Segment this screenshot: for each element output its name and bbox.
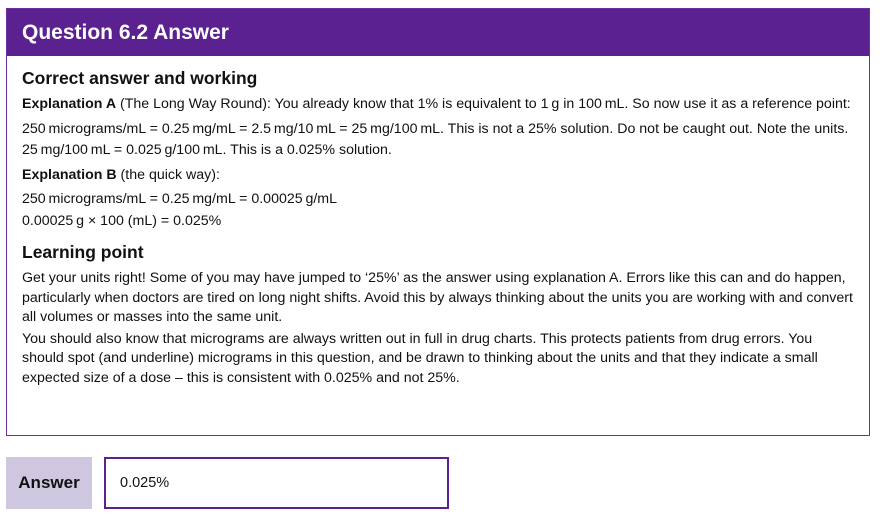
explanation-b bbox=[22, 166, 854, 186]
working-b-line-1: 250 micrograms/mL = 0.25 mg/mL = 0.00025 g/mL bbox=[22, 191, 338, 207]
explanation-a-label: Explanation A bbox=[22, 96, 117, 112]
answer-field[interactable] bbox=[104, 457, 449, 509]
answer-value: 0.025% bbox=[120, 475, 170, 491]
card-title: Question 6.2 Answer bbox=[22, 20, 229, 44]
working-b-line-2: 0.00025 g × 100 (mL) = 0.025% bbox=[22, 212, 222, 229]
explanation-b-text: (the quick way): bbox=[116, 166, 220, 183]
answer-label: Answer bbox=[6, 457, 92, 509]
learning-paragraph-1: Get your units right! Some of you may have jumped to ‘25%’ as the answer using explanation A. Errors like this can and do happen, particularly when doctors are tired on long night shifts. Avoid this by always thinking about the units you are working with and convert all volumes or masses into the same unit. bbox=[22, 270, 853, 325]
card-body bbox=[7, 56, 869, 388]
explanation-a-text: (The Long Way Round): You already know that 1% is equivalent to 1 g in 100 mL. So now use it as a reference point: bbox=[116, 96, 851, 112]
card-header bbox=[7, 9, 869, 56]
learning-paragraph-2: You should also know that micrograms are always written out in full in drug charts. This protects patients from drug errors. You should spot (and underline) micrograms in this question, and be drawn to thinking about the units and that they indicate a small expected size of a dose – this is consistent with 0.025% and not 25%. bbox=[22, 330, 818, 386]
explanation-a bbox=[22, 95, 854, 115]
explanation-b-label: Explanation B bbox=[22, 166, 117, 183]
answer-row bbox=[6, 457, 449, 509]
answer-card bbox=[6, 8, 870, 436]
working-a-line-1: 250 micrograms/mL = 0.25 mg/mL = 2.5 mg/10 mL = 25 mg/100 mL. This is not a 25% solution. Do not be caught out. Note the units. bbox=[22, 120, 849, 137]
section-title-correct-answer: Correct answer and working bbox=[22, 68, 258, 88]
section-title-learning-point: Learning point bbox=[22, 242, 144, 262]
working-a-line-2: 25 mg/100 mL = 0.025 g/100 mL. This is a 0.025% solution. bbox=[22, 142, 392, 158]
